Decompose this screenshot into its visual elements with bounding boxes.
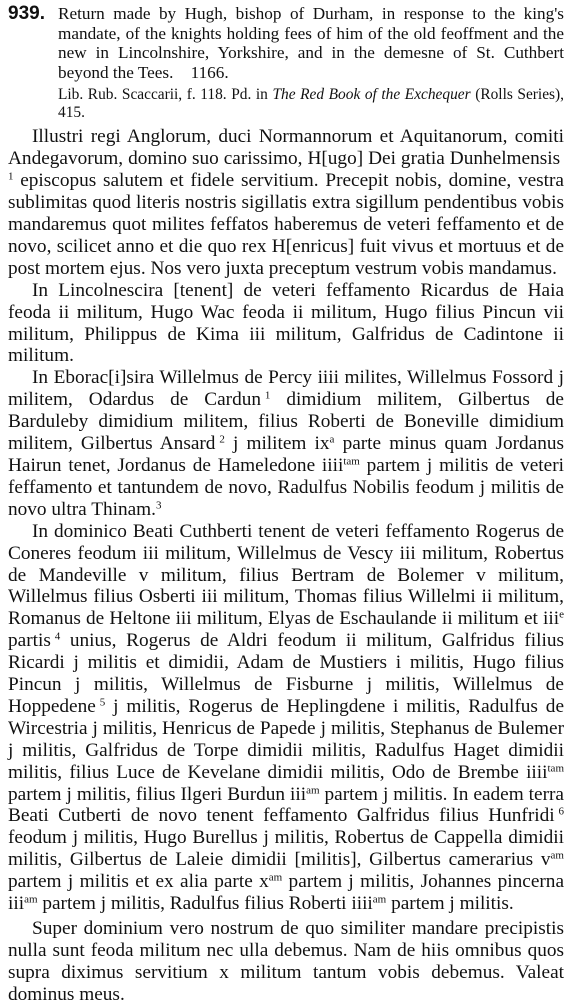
text-run: partem j militis de veteri feffamento et tantundem de novo, Radulfus Nobilis feodum j militis de novo ultra Thinam. [8, 454, 564, 520]
text-run: partem j militis, filius Ilgeri Burdun iii [8, 783, 307, 805]
text-run: parte minus quam Jordanus Hairun tenet, Jordanus de Hameledone iiii [8, 433, 565, 476]
source-tail: (Rolls Series), 415. [58, 86, 564, 122]
text-run: episcopus salutem et fidele servitium. Precepit nobis, domine, vestra sublimitas quod literis nostris sigillatis extra sigillum pendentibus vobis mandaremus quot milites feffatos haberemus de veteri feffamento et de novo, scilicet anno et die quo rex H[enricus] fuit vivus et mortuus et de post mortem ejus. Nos vero juxta preceptum vestrum vobis mandamus. [8, 170, 564, 279]
text-run: j militis, Rogerus de Heplingdene i militis, Radulfus de Wircestria j militis, Henricus de Papede j militis, Stephanus de Bulemer j militis, Galfridus de Torpe dimidii militis, Radulfus Haget dimidii militis, filius Luce de Kevelane dimidii militis, Odo de Brembe iiii [8, 695, 564, 783]
footnote-marker: 4 [54, 630, 61, 643]
text-run: partem j militis. In eadem terra Beati Cutberti de novo tenent feffamento Galfridus filius Hunfridi [8, 783, 564, 827]
footnote-marker: 2 [219, 433, 225, 446]
footnote-marker: 3 [155, 499, 162, 512]
text-run: Super dominium vero nostrum de quo similiter mandare precipistis nulla sunt feoda militum nec ulla debemus. Nam de hiis omnibus quos supra diximus servitium x militum tantum vobis debemus. Valeat dominus meus. [8, 918, 564, 1005]
footnote-marker: 1 [8, 170, 14, 183]
text-run: partem j militis. [386, 893, 514, 915]
superscript-abbrev: am [306, 783, 320, 796]
text-run: Illustri regi Anglorum, duci Normannorum et Aquitanorum, comiti Andegavorum, domino suo carissimo, H[ugo] Dei gratia Dunhelmensis [8, 126, 564, 170]
text-run: partem j militis, Radulfus filius Roberti iiii [37, 893, 373, 915]
footnote-marker: 1 [264, 389, 271, 402]
paragraph-st-cuthbert [8, 521, 564, 915]
superscript-abbrev: tam [343, 455, 360, 468]
paragraph-closing [8, 918, 564, 1006]
text-run: partem j militis, Johannes pincerna iii [8, 871, 565, 915]
footnote-marker: 6 [558, 805, 564, 818]
text-run: partem j militis et ex alia parte x [8, 871, 269, 893]
text-run: In Eborac[i]sira Willelmus de Percy iiii milites, Willelmus Fossord j militem, Odardus de Cardun [8, 367, 564, 411]
entry-heading [8, 4, 568, 82]
document-page [8, 0, 568, 1004]
superscript-abbrev: tam [547, 762, 564, 775]
paragraph-lincolnshire [8, 280, 564, 368]
entry-year: 1166. [190, 62, 229, 82]
text-run: In Lincolnescira [tenent] de veteri feffamento Ricardus de Haia feoda ii militum, Hugo Wac feoda ii militum, Hugo filius Pincun vii militum, Philippus de Kima iii militum, Galfridus de Cadintone ii militum. [8, 279, 564, 367]
text-run: In dominico Beati Cuthberti tenent de veteri feffamento Rogerus de Coneres feodum iii militum, Willelmus de Vescy iii militum, Robertus de Mandeville v militum, filius Bertram de Bolemer v militum, Willelmus filius Osberti iii militum, Thomas filius Willelmi ii militum, Romanus de Heltone iii militum, Elyas de Eschaulande ii militum et iii [8, 520, 564, 630]
text-run: dimidium militem, Gilbertus de Barduleby dimidium militem, filius Roberti de Boneville dimidium militem, Gilbertus Ansard [8, 389, 564, 455]
text-run: partis [8, 630, 51, 652]
charter-text [8, 126, 568, 1005]
superscript-abbrev: a [329, 433, 335, 446]
source-title: The Red Book of the Exchequer [272, 86, 471, 104]
superscript-abbrev: am [24, 893, 38, 906]
paragraph-salutation [8, 126, 564, 279]
paragraph-yorkshire [8, 367, 564, 520]
text-run: unius, Rogerus de Aldri feodum ii militum, Galfridus filius Ricardi j militis et dimidii, Adam de Mustiers i militis, Hugo filius Pincun j militis, Willelmus de Fisburne j militis, Willelmus de Hoppedene [8, 630, 564, 717]
superscript-abbrev: am [372, 893, 387, 906]
superscript-abbrev: am [268, 871, 283, 884]
superscript-abbrev: e [559, 608, 564, 621]
text-run: feodum j militis, Hugo Burellus j militis, Robertus de Cappella dimidii militis, Gilbertus de Laleie dimidii [militis], Gilbertus camerarius v [8, 827, 564, 871]
source-reference [8, 86, 568, 122]
superscript-abbrev: am [550, 849, 564, 862]
source-ref: Lib. Rub. Scaccarii, f. 118. Pd. in [58, 86, 268, 104]
entry-summary: Return made by Hugh, bishop of Durham, in response to the king's mandate, of the knights holding fees of him of the old feoffment and the new in Lincolnshire, Yorkshire, and in the demesne of St. Cuthbert beyond the Tees. [58, 4, 564, 82]
text-run: j militem ix [224, 433, 330, 455]
entry-number: 939. [8, 3, 45, 24]
footnote-marker: 5 [99, 696, 106, 709]
